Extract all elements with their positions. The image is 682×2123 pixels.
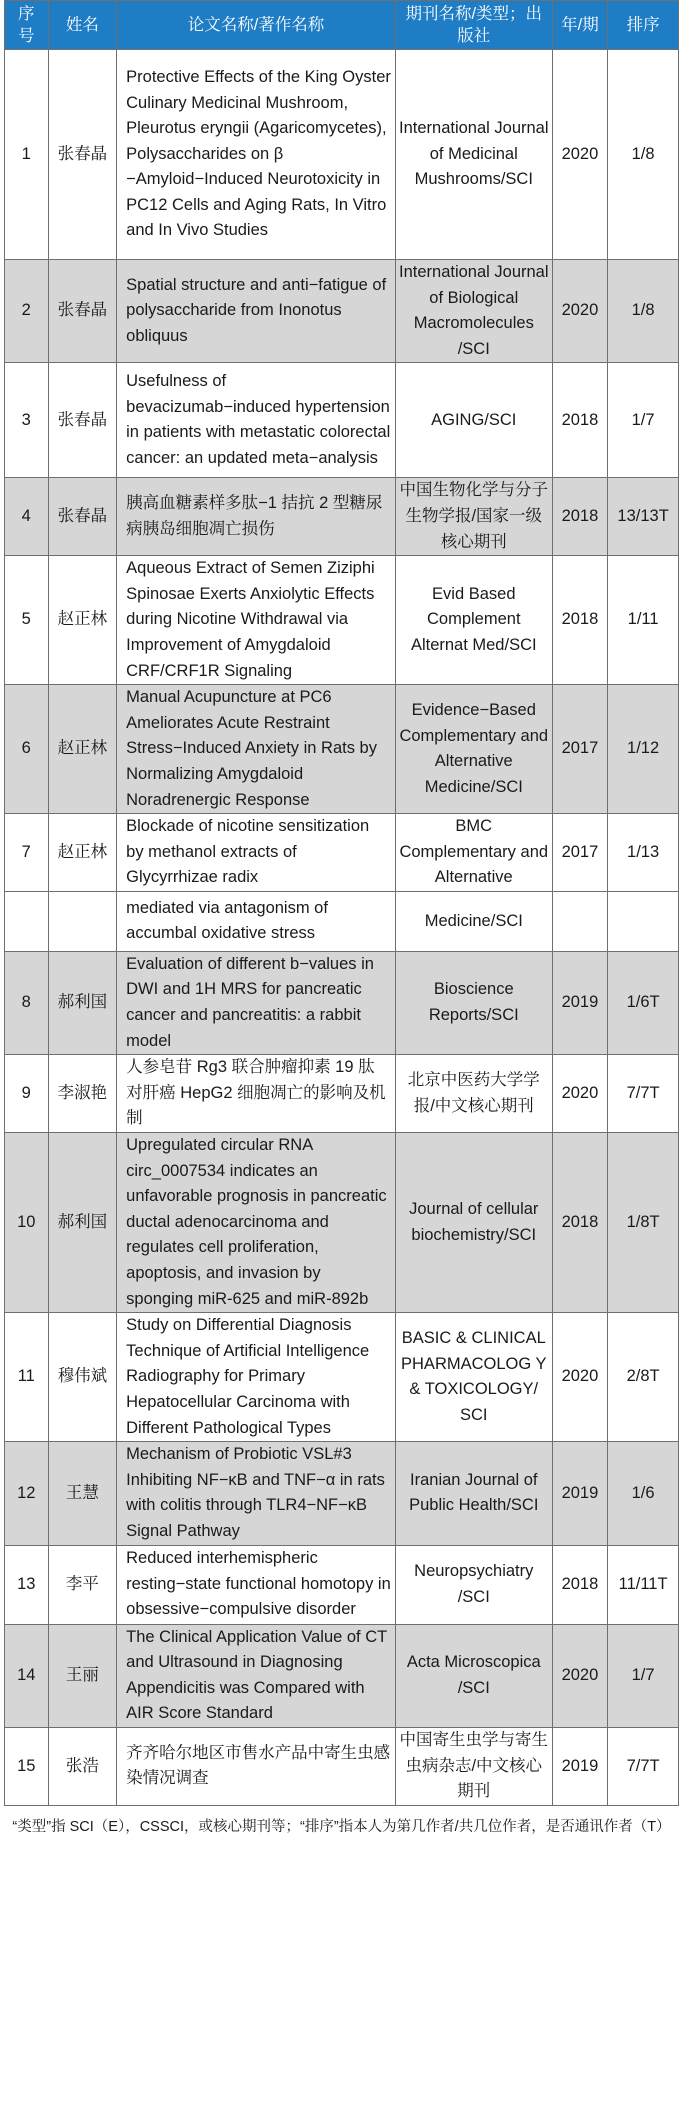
cell-rank: 7/7T bbox=[608, 1727, 679, 1805]
cell-journal: International Journal of Biological Macromolecules /SCI bbox=[395, 260, 552, 363]
cell-year: 2020 bbox=[552, 50, 608, 260]
table-row bbox=[5, 891, 679, 951]
cell-name bbox=[48, 891, 117, 951]
cell-name: 张春晶 bbox=[48, 260, 117, 363]
table-row bbox=[5, 1133, 679, 1313]
cell-name: 赵正林 bbox=[48, 556, 117, 685]
cell-title: Spatial structure and anti−fatigue of polysaccharide from Inonotus obliquus bbox=[117, 260, 396, 363]
cell-seq: 8 bbox=[5, 951, 49, 1054]
table-row bbox=[5, 1313, 679, 1442]
cell-title: Study on Differential Diagnosis Technique of Artificial Intelligence Radiography for Primary Hepatocellular Carcinoma with Different Pathological Types bbox=[117, 1313, 396, 1442]
cell-title: Upregulated circular RNA circ_0007534 indicates an unfavorable prognosis in pancreatic ductal adenocarcinoma and regulates cell proliferation, apoptosis, and invasion by sponging miR‑625 and miR‑892b bbox=[117, 1133, 396, 1313]
header-year: 年/期 bbox=[552, 1, 608, 50]
cell-rank: 1/12 bbox=[608, 685, 679, 814]
table-row bbox=[5, 363, 679, 478]
cell-journal: Evid Based Complement Alternat Med/SCI bbox=[395, 556, 552, 685]
cell-rank: 1/6 bbox=[608, 1442, 679, 1545]
cell-seq: 5 bbox=[5, 556, 49, 685]
cell-year: 2020 bbox=[552, 1055, 608, 1133]
cell-name: 穆伟斌 bbox=[48, 1313, 117, 1442]
cell-year: 2018 bbox=[552, 1545, 608, 1624]
cell-year: 2018 bbox=[552, 478, 608, 556]
cell-name: 赵正林 bbox=[48, 685, 117, 814]
cell-title: Usefulness of bevacizumab−induced hypertension in patients with metastatic colorectal cancer: an updated meta−analysis bbox=[117, 363, 396, 478]
cell-name: 李平 bbox=[48, 1545, 117, 1624]
cell-seq: 9 bbox=[5, 1055, 49, 1133]
table-row bbox=[5, 50, 679, 260]
cell-year: 2020 bbox=[552, 1624, 608, 1727]
cell-title: Mechanism of Probiotic VSL#3 Inhibiting NF−κB and TNF−α in rats with colitis through TLR4−NF−κB Signal Pathway bbox=[117, 1442, 396, 1545]
table-header-row bbox=[5, 1, 679, 50]
table-row bbox=[5, 1545, 679, 1624]
cell-name: 张浩 bbox=[48, 1727, 117, 1805]
cell-seq: 14 bbox=[5, 1624, 49, 1727]
cell-name: 郝利国 bbox=[48, 1133, 117, 1313]
cell-seq: 10 bbox=[5, 1133, 49, 1313]
table-row bbox=[5, 556, 679, 685]
cell-journal: Journal of cellular biochemistry/SCI bbox=[395, 1133, 552, 1313]
cell-seq: 6 bbox=[5, 685, 49, 814]
cell-journal: Evidence−Based Complementary and Alternative Medicine/SCI bbox=[395, 685, 552, 814]
cell-title: Protective Effects of the King Oyster Culinary Medicinal Mushroom, Pleurotus eryngii (Agaricomycetes), Polysaccharides on β −Amyloid−Induced Neurotoxicity in PC12 Cells and Aging Rats, In Vitro and In Vivo Studies bbox=[117, 50, 396, 260]
table-row bbox=[5, 1442, 679, 1545]
cell-year bbox=[552, 891, 608, 951]
cell-rank: 1/8 bbox=[608, 260, 679, 363]
cell-journal: 北京中医药大学学报/中文核心期刊 bbox=[395, 1055, 552, 1133]
cell-year: 2019 bbox=[552, 1442, 608, 1545]
cell-year: 2017 bbox=[552, 685, 608, 814]
cell-title: 人参皂苷 Rg3 联合肿瘤抑素 19 肽对肝癌 HepG2 细胞凋亡的影响及机制 bbox=[117, 1055, 396, 1133]
footnote: “类型”指 SCI（E），CSSCI，或核心期刊等；“排序”指本人为第几作者/共几位作者，是否通讯作者（T） bbox=[12, 1818, 671, 1835]
cell-seq: 15 bbox=[5, 1727, 49, 1805]
cell-journal: BMC Complementary and Alternative bbox=[395, 814, 552, 892]
cell-rank: 1/7 bbox=[608, 363, 679, 478]
papers-table bbox=[4, 0, 679, 1806]
cell-seq: 4 bbox=[5, 478, 49, 556]
cell-name: 郝利国 bbox=[48, 951, 117, 1054]
table-row bbox=[5, 260, 679, 363]
header-seq: 序号 bbox=[5, 1, 49, 50]
cell-name: 李淑艳 bbox=[48, 1055, 117, 1133]
cell-rank bbox=[608, 891, 679, 951]
table-row bbox=[5, 814, 679, 892]
cell-name: 赵正林 bbox=[48, 814, 117, 892]
cell-seq: 11 bbox=[5, 1313, 49, 1442]
cell-title: Blockade of nicotine sensitization by methanol extracts of Glycyrrhizae radix bbox=[117, 814, 396, 892]
cell-title: mediated via antagonism of accumbal oxidative stress bbox=[117, 891, 396, 951]
cell-year: 2019 bbox=[552, 1727, 608, 1805]
cell-journal: BASIC & CLINICAL PHARMACOLOG Y & TOXICOLOGY/ SCI bbox=[395, 1313, 552, 1442]
cell-year: 2018 bbox=[552, 363, 608, 478]
table-row bbox=[5, 478, 679, 556]
header-rank: 排序 bbox=[608, 1, 679, 50]
cell-journal: Acta Microscopica /SCI bbox=[395, 1624, 552, 1727]
table-row bbox=[5, 1624, 679, 1727]
header-title: 论文名称/著作名称 bbox=[117, 1, 396, 50]
cell-rank: 1/8T bbox=[608, 1133, 679, 1313]
header-name: 姓名 bbox=[48, 1, 117, 50]
cell-name: 张春晶 bbox=[48, 50, 117, 260]
cell-journal: 中国生物化学与分子生物学报/国家一级核心期刊 bbox=[395, 478, 552, 556]
cell-title: Manual Acupuncture at PC6 Ameliorates Acute Restraint Stress−Induced Anxiety in Rats by Normalizing Amygdaloid Noradrenergic Response bbox=[117, 685, 396, 814]
cell-seq: 13 bbox=[5, 1545, 49, 1624]
cell-seq: 12 bbox=[5, 1442, 49, 1545]
cell-title: Reduced interhemispheric resting−state functional homotopy in obsessive−compulsive disorder bbox=[117, 1545, 396, 1624]
cell-rank: 2/8T bbox=[608, 1313, 679, 1442]
cell-journal: Medicine/SCI bbox=[395, 891, 552, 951]
cell-journal: Neuropsychiatry /SCI bbox=[395, 1545, 552, 1624]
cell-rank: 1/13 bbox=[608, 814, 679, 892]
cell-journal: 中国寄生虫学与寄生虫病杂志/中文核心期刊 bbox=[395, 1727, 552, 1805]
cell-seq: 3 bbox=[5, 363, 49, 478]
cell-rank: 1/8 bbox=[608, 50, 679, 260]
cell-year: 2020 bbox=[552, 260, 608, 363]
cell-rank: 1/11 bbox=[608, 556, 679, 685]
cell-name: 张春晶 bbox=[48, 478, 117, 556]
cell-name: 张春晶 bbox=[48, 363, 117, 478]
cell-rank: 13/13T bbox=[608, 478, 679, 556]
table-row bbox=[5, 1055, 679, 1133]
cell-year: 2020 bbox=[552, 1313, 608, 1442]
cell-year: 2018 bbox=[552, 556, 608, 685]
cell-title: 齐齐哈尔地区市售水产品中寄生虫感染情况调查 bbox=[117, 1727, 396, 1805]
cell-rank: 1/6T bbox=[608, 951, 679, 1054]
cell-seq bbox=[5, 891, 49, 951]
cell-year: 2019 bbox=[552, 951, 608, 1054]
cell-journal: Iranian Journal of Public Health/SCI bbox=[395, 1442, 552, 1545]
cell-title: Aqueous Extract of Semen Ziziphi Spinosae Exerts Anxiolytic Effects during Nicotine Withdrawal via Improvement of Amygdaloid CRF/CRF1R Signaling bbox=[117, 556, 396, 685]
cell-name: 王丽 bbox=[48, 1624, 117, 1727]
table-row bbox=[5, 685, 679, 814]
cell-year: 2018 bbox=[552, 1133, 608, 1313]
header-journal: 期刊名称/类型；出版社 bbox=[395, 1, 552, 50]
cell-rank: 1/7 bbox=[608, 1624, 679, 1727]
cell-title: Evaluation of different b−values in DWI and 1H MRS for pancreatic cancer and pancreatitis: a rabbit model bbox=[117, 951, 396, 1054]
cell-year: 2017 bbox=[552, 814, 608, 892]
cell-seq: 2 bbox=[5, 260, 49, 363]
cell-journal: International Journal of Medicinal Mushrooms/SCI bbox=[395, 50, 552, 260]
cell-journal: Bioscience Reports/SCI bbox=[395, 951, 552, 1054]
cell-seq: 7 bbox=[5, 814, 49, 892]
cell-name: 王慧 bbox=[48, 1442, 117, 1545]
cell-seq: 1 bbox=[5, 50, 49, 260]
cell-rank: 7/7T bbox=[608, 1055, 679, 1133]
cell-title: 胰高血糖素样多肽−1 拮抗 2 型糖尿病胰岛细胞凋亡损伤 bbox=[117, 478, 396, 556]
table-row bbox=[5, 1727, 679, 1805]
cell-journal: AGING/SCI bbox=[395, 363, 552, 478]
cell-title: The Clinical Application Value of CT and Ultrasound in Diagnosing Appendicitis was Compared with AIR Score Standard bbox=[117, 1624, 396, 1727]
table-body bbox=[5, 50, 679, 1806]
cell-rank: 11/11T bbox=[608, 1545, 679, 1624]
table-row bbox=[5, 951, 679, 1054]
